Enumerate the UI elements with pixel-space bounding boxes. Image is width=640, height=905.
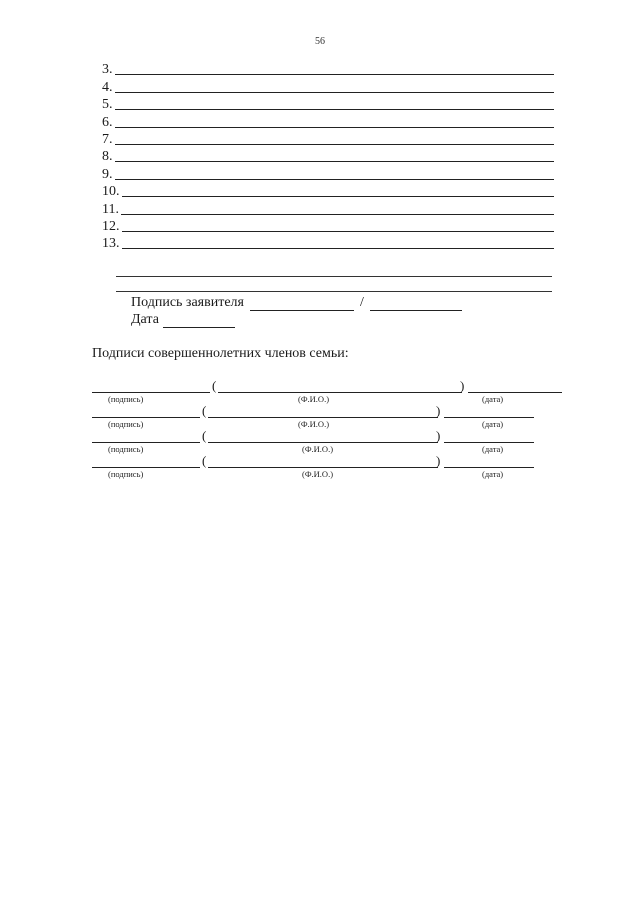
- list-item: [102, 112, 554, 129]
- open-paren: (: [202, 428, 207, 443]
- close-paren: ): [436, 403, 441, 418]
- list-item-line[interactable]: [115, 115, 555, 128]
- list-item-line[interactable]: [121, 202, 554, 215]
- family-signature-row: [92, 405, 562, 430]
- list-item-line[interactable]: [122, 184, 555, 197]
- list-item-line[interactable]: [122, 219, 555, 232]
- signature-caption: (подпись): [108, 419, 144, 429]
- continuation-line[interactable]: [116, 262, 552, 277]
- close-paren: ): [460, 378, 465, 393]
- list-item-number: 12.: [102, 218, 120, 234]
- date-caption: (дата): [482, 444, 504, 454]
- open-paren: (: [202, 403, 207, 418]
- list-item-number: 5.: [102, 97, 113, 113]
- list-item-number: 8.: [102, 149, 113, 165]
- numbered-list: [102, 60, 554, 251]
- list-item-number: 7.: [102, 131, 113, 147]
- list-item-number: 3.: [102, 62, 113, 78]
- close-paren: ): [436, 453, 441, 468]
- family-signature-row: [92, 380, 562, 405]
- applicant-signature-block: [131, 294, 462, 328]
- family-date-field[interactable]: [468, 380, 562, 393]
- name-caption: (Ф.И.О.): [302, 444, 334, 454]
- list-item-number: 9.: [102, 166, 113, 182]
- applicant-separator: /: [359, 295, 364, 310]
- family-signature-field[interactable]: [92, 405, 200, 418]
- list-item-line[interactable]: [115, 97, 555, 110]
- open-paren: (: [202, 453, 207, 468]
- family-name-field[interactable]: [208, 428, 441, 443]
- applicant-date-label: Дата: [131, 312, 159, 327]
- continuation-lines: [116, 262, 552, 292]
- list-item: [102, 77, 554, 94]
- list-item: [102, 234, 554, 251]
- family-signature-row: [92, 430, 562, 455]
- applicant-name-field[interactable]: [370, 297, 462, 311]
- date-caption: (дата): [482, 469, 504, 479]
- signature-caption: (подпись): [108, 469, 144, 479]
- list-item-number: 10.: [102, 184, 120, 200]
- signature-caption: (подпись): [108, 394, 144, 404]
- family-signatures-table: [92, 380, 562, 480]
- family-name-field[interactable]: [208, 403, 441, 418]
- list-item: [102, 95, 554, 112]
- continuation-line[interactable]: [116, 277, 552, 292]
- list-item-line[interactable]: [122, 236, 555, 249]
- applicant-signature-label: Подпись заявителя: [131, 295, 244, 310]
- family-date-field[interactable]: [444, 430, 534, 443]
- list-item-number: 13.: [102, 236, 120, 252]
- date-caption: (дата): [482, 394, 504, 404]
- list-item: [102, 164, 554, 181]
- family-date-field[interactable]: [444, 455, 534, 468]
- family-name-field[interactable]: [218, 378, 465, 393]
- applicant-date-row: [131, 311, 462, 328]
- open-paren: (: [212, 378, 217, 393]
- list-item-line[interactable]: [115, 132, 555, 145]
- applicant-signature-row: [131, 294, 462, 311]
- date-caption: (дата): [482, 419, 504, 429]
- close-paren: ): [436, 428, 441, 443]
- list-item-line[interactable]: [115, 149, 555, 162]
- list-item-number: 11.: [102, 201, 119, 217]
- applicant-date-field[interactable]: [163, 314, 235, 328]
- page-number: 56: [315, 36, 325, 47]
- list-item-number: 6.: [102, 114, 113, 130]
- family-date-field[interactable]: [444, 405, 534, 418]
- applicant-signature-field[interactable]: [250, 297, 354, 311]
- family-signature-field[interactable]: [92, 455, 200, 468]
- list-item-line[interactable]: [115, 62, 555, 75]
- list-item-line[interactable]: [115, 167, 555, 180]
- family-signature-field[interactable]: [92, 380, 210, 393]
- family-signature-field[interactable]: [92, 430, 200, 443]
- name-caption: (Ф.И.О.): [298, 419, 330, 429]
- list-item: [102, 217, 554, 234]
- name-caption: (Ф.И.О.): [298, 394, 330, 404]
- list-item: [102, 147, 554, 164]
- list-item-number: 4.: [102, 79, 113, 95]
- list-item: [102, 199, 554, 216]
- list-item: [102, 130, 554, 147]
- signature-caption: (подпись): [108, 444, 144, 454]
- family-name-field[interactable]: [208, 453, 441, 468]
- list-item-line[interactable]: [115, 80, 555, 93]
- list-item: [102, 182, 554, 199]
- family-signatures-heading: Подписи совершеннолетних членов семьи:: [92, 346, 349, 361]
- family-signature-row: [92, 455, 562, 480]
- name-caption: (Ф.И.О.): [302, 469, 334, 479]
- list-item: [102, 60, 554, 77]
